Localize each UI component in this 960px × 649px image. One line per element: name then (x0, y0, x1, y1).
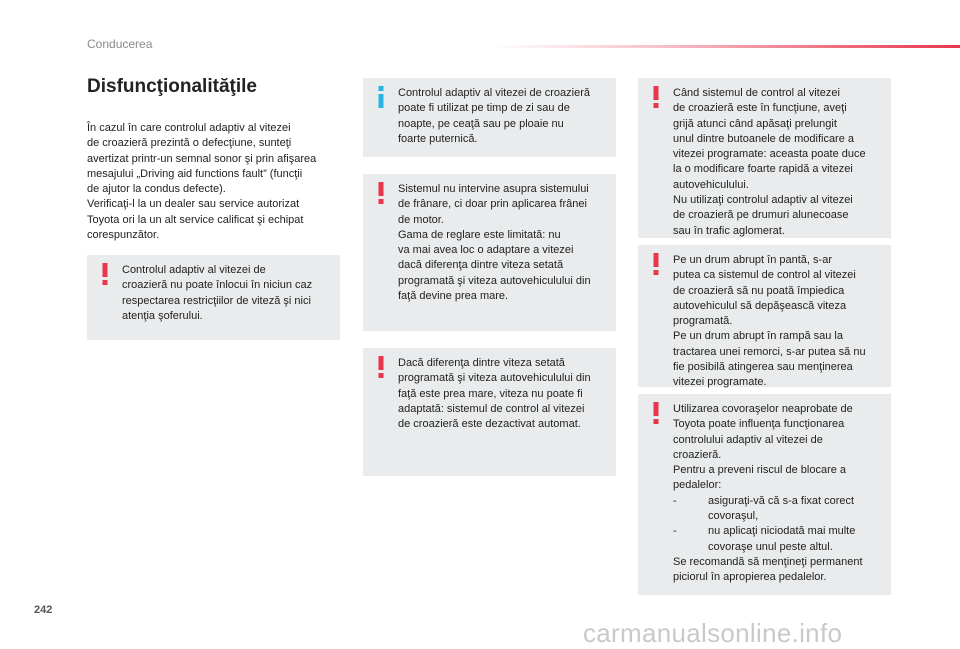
page-title: Disfuncţionalităţile (87, 76, 257, 97)
exclamation-icon (99, 263, 111, 285)
exclamation-icon (650, 402, 662, 424)
list-item-text: nu aplicaţi niciodată mai multe covoraşe unul peste altul. (708, 525, 856, 553)
intro-paragraph: În cazul în care controlul adaptiv al vitezei de croazieră prezintă o defecţiune, sunteţi avertizat printr-un semnal sonor şi prin afişarea mesajului „Driving aid functions fault” (funcţii de ajutor la condus defecte). Verificaţi-l la un dealer sau service autorizat Toyota ori la un alt service calificat şi echipat corespunzător. (87, 122, 317, 242)
list-dash: - (673, 525, 677, 538)
warning-text: Când sistemul de control al vitezei de croazieră este în funcţiune, aveţi grijă atunci când apăsaţi prelungit unul dintre butoanele de modificare a vitezei programate: aceasta poate duce la o modificare foarte rapidă a vitezei autovehiculului. Nu utilizaţi controlul adaptiv al vitezei de croazieră pe drumuri alunecoase sau în trafic aglomerat. (673, 87, 866, 237)
section-label: Conducerea (87, 37, 153, 51)
watermark: carmanualsonline.info (583, 618, 843, 648)
header-accent-bar (490, 45, 960, 48)
warning-note (638, 245, 891, 387)
warning-note (363, 174, 616, 331)
warning-note (638, 394, 891, 595)
list-item (673, 494, 883, 525)
exclamation-icon (650, 86, 662, 108)
page-number: 242 (34, 604, 53, 616)
warning-text: Dacă diferenţa dintre viteza setată programată şi viteza autovehiculului din faţă este prea mare, viteza nu poate fi adaptată: sistemul de control al vitezei de croazieră este dezactivat automat. (398, 357, 591, 431)
warning-text: Pe un drum abrupt în pantă, s-ar putea ca sistemul de control al vitezei de croazieră să nu poată împiedica autovehiculul să depăşească viteza programată. Pe un drum abrupt în rampă sau la tractarea unei remorci, s-ar putea să nu fie posibilă atingerea sau menţinerea vitezei programate. (673, 254, 866, 389)
warning-text: Controlul adaptiv al vitezei de croazieră nu poate înlocui în niciun caz respectarea restricţiilor de viteză şi nici atenţia şoferului. (122, 264, 313, 322)
warning-note (363, 348, 616, 476)
warning-note (87, 255, 340, 340)
exclamation-icon (650, 253, 662, 275)
warning-text (673, 402, 883, 586)
exclamation-icon (375, 356, 387, 378)
list-item (673, 524, 883, 555)
exclamation-icon (375, 182, 387, 204)
info-icon (375, 86, 387, 108)
info-note (363, 78, 616, 157)
list-item-text: asiguraţi-vă că s-a fixat corect covoraşul, (708, 494, 855, 523)
info-text: Controlul adaptiv al vitezei de croazieră poate fi utilizat pe timp de zi sau de noapte, pe ceaţă sau pe ploaie nu foarte puternică. (398, 87, 590, 145)
warning-outro: Se recomandă să menţineţi permanent piciorul în apropierea pedalelor. (673, 555, 863, 584)
list-dash: - (673, 494, 677, 507)
warning-note (638, 78, 891, 238)
warning-intro: Utilizarea covoraşelor neaprobate de Toyota poate influenţa funcţionarea controlului adaptiv al vitezei de croazieră. Pentru a preveni riscul de blocare a pedalelor: (673, 403, 853, 492)
warning-text: Sistemul nu intervine asupra sistemului de frânare, ci doar prin aplicarea frânei de motor. Gama de reglare este limitată: nu va mai avea loc o adaptare a vitezei dacă diferenţa dintre viteza setată programată şi viteza autovehiculului din faţă devine prea mare. (398, 183, 591, 303)
